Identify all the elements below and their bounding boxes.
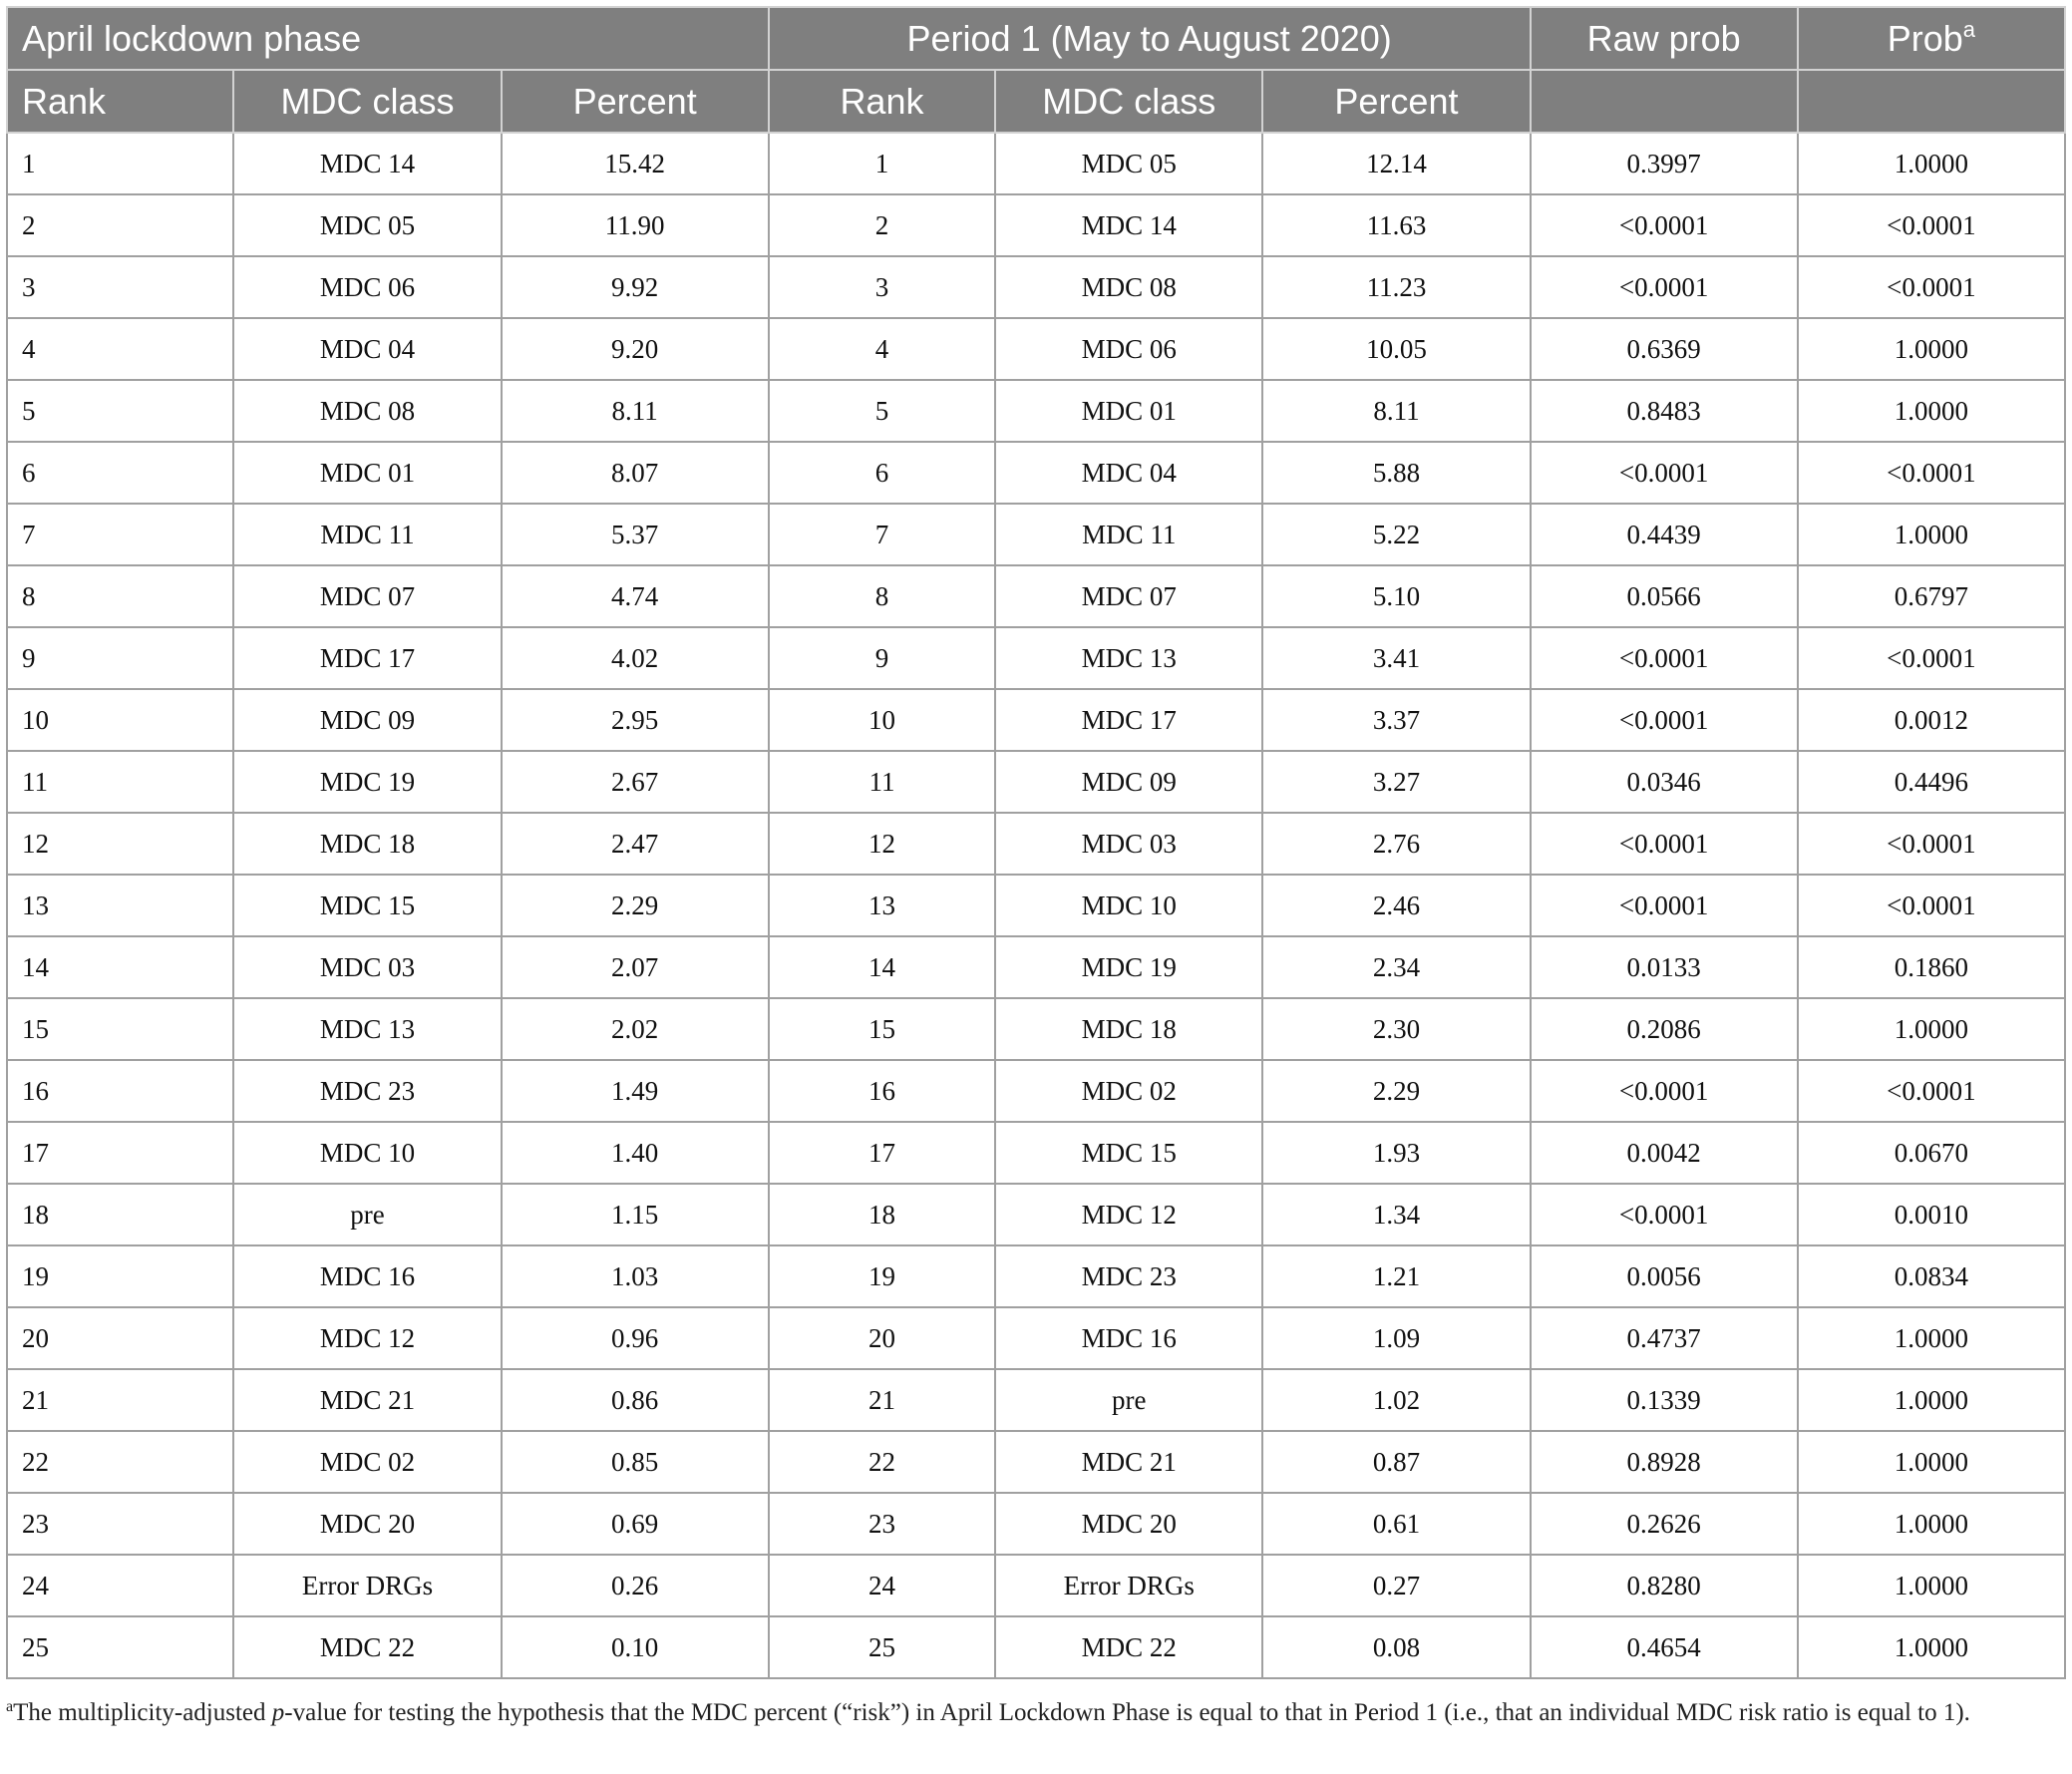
table-row	[7, 1493, 2065, 1555]
table-row	[7, 1307, 2065, 1369]
april-percent-cell: 4.02	[502, 627, 769, 689]
april-mdc-class-cell: MDC 03	[233, 936, 501, 998]
april-rank-cell: 10	[7, 689, 233, 751]
prob-cell: 0.0012	[1798, 689, 2065, 751]
header-raw-prob-empty	[1531, 70, 1798, 133]
table-body	[7, 133, 2065, 1678]
results-table-container	[6, 6, 2066, 1679]
period1-percent-cell: 0.27	[1262, 1555, 1530, 1616]
april-percent-cell: 4.74	[502, 565, 769, 627]
april-mdc-class-cell: MDC 14	[233, 133, 501, 194]
prob-cell: 1.0000	[1798, 1493, 2065, 1555]
april-percent-cell: 2.95	[502, 689, 769, 751]
period1-percent-cell: 8.11	[1262, 380, 1530, 442]
period1-mdc-class-cell: MDC 14	[995, 194, 1262, 256]
header-april-percent: Percent	[502, 70, 769, 133]
period1-rank-cell: 5	[769, 380, 995, 442]
april-rank-cell: 12	[7, 813, 233, 875]
april-rank-cell: 7	[7, 504, 233, 565]
period1-rank-cell: 22	[769, 1431, 995, 1493]
period1-rank-cell: 14	[769, 936, 995, 998]
table-header	[7, 7, 2065, 133]
table-row	[7, 133, 2065, 194]
raw-prob-cell: 0.3997	[1531, 133, 1798, 194]
prob-cell: 0.1860	[1798, 936, 2065, 998]
period1-mdc-class-cell: MDC 22	[995, 1616, 1262, 1678]
april-rank-cell: 17	[7, 1122, 233, 1184]
period1-percent-cell: 0.08	[1262, 1616, 1530, 1678]
prob-cell: <0.0001	[1798, 442, 2065, 504]
april-rank-cell: 15	[7, 998, 233, 1060]
raw-prob-cell: 0.6369	[1531, 318, 1798, 380]
april-percent-cell: 0.85	[502, 1431, 769, 1493]
april-percent-cell: 0.69	[502, 1493, 769, 1555]
april-rank-cell: 21	[7, 1369, 233, 1431]
period1-mdc-class-cell: MDC 15	[995, 1122, 1262, 1184]
april-mdc-class-cell: MDC 20	[233, 1493, 501, 1555]
header-period1-rank: Rank	[769, 70, 995, 133]
period1-mdc-class-cell: MDC 23	[995, 1245, 1262, 1307]
header-column-row	[7, 70, 2065, 133]
april-mdc-class-cell: MDC 02	[233, 1431, 501, 1493]
period1-mdc-class-cell: MDC 16	[995, 1307, 1262, 1369]
april-percent-cell: 0.10	[502, 1616, 769, 1678]
period1-rank-cell: 1	[769, 133, 995, 194]
april-rank-cell: 3	[7, 256, 233, 318]
period1-percent-cell: 2.34	[1262, 936, 1530, 998]
period1-rank-cell: 19	[769, 1245, 995, 1307]
april-rank-cell: 20	[7, 1307, 233, 1369]
april-mdc-class-cell: MDC 09	[233, 689, 501, 751]
april-mdc-class-cell: MDC 18	[233, 813, 501, 875]
period1-rank-cell: 7	[769, 504, 995, 565]
april-percent-cell: 2.29	[502, 875, 769, 936]
period1-percent-cell: 2.29	[1262, 1060, 1530, 1122]
period1-mdc-class-cell: MDC 02	[995, 1060, 1262, 1122]
april-rank-cell: 4	[7, 318, 233, 380]
table-row	[7, 1616, 2065, 1678]
raw-prob-cell: 0.0566	[1531, 565, 1798, 627]
prob-cell: <0.0001	[1798, 1060, 2065, 1122]
table-row	[7, 256, 2065, 318]
period1-percent-cell: 2.46	[1262, 875, 1530, 936]
header-group-row	[7, 7, 2065, 70]
period1-mdc-class-cell: MDC 17	[995, 689, 1262, 751]
period1-mdc-class-cell: MDC 13	[995, 627, 1262, 689]
table-row	[7, 318, 2065, 380]
header-april-lockdown-phase: April lockdown phase	[7, 7, 769, 70]
prob-cell: <0.0001	[1798, 627, 2065, 689]
period1-rank-cell: 9	[769, 627, 995, 689]
april-mdc-class-cell: MDC 11	[233, 504, 501, 565]
april-rank-cell: 2	[7, 194, 233, 256]
period1-mdc-class-cell: MDC 11	[995, 504, 1262, 565]
table-row	[7, 1060, 2065, 1122]
footnote-italic-p: p	[271, 1699, 285, 1726]
table-row	[7, 442, 2065, 504]
april-percent-cell: 2.07	[502, 936, 769, 998]
period1-mdc-class-cell: MDC 20	[995, 1493, 1262, 1555]
april-rank-cell: 6	[7, 442, 233, 504]
april-percent-cell: 8.11	[502, 380, 769, 442]
april-rank-cell: 16	[7, 1060, 233, 1122]
table-row	[7, 751, 2065, 813]
prob-cell: <0.0001	[1798, 256, 2065, 318]
april-mdc-class-cell: MDC 17	[233, 627, 501, 689]
april-rank-cell: 19	[7, 1245, 233, 1307]
period1-rank-cell: 2	[769, 194, 995, 256]
prob-cell: 0.4496	[1798, 751, 2065, 813]
header-raw-prob: Raw prob	[1531, 7, 1798, 70]
april-mdc-class-cell: MDC 05	[233, 194, 501, 256]
table-row	[7, 380, 2065, 442]
raw-prob-cell: <0.0001	[1531, 442, 1798, 504]
mdc-ranking-table	[6, 6, 2066, 1679]
april-rank-cell: 13	[7, 875, 233, 936]
period1-rank-cell: 6	[769, 442, 995, 504]
header-april-mdc-class: MDC class	[233, 70, 501, 133]
table-row	[7, 627, 2065, 689]
april-mdc-class-cell: MDC 19	[233, 751, 501, 813]
april-rank-cell: 9	[7, 627, 233, 689]
table-row	[7, 565, 2065, 627]
april-mdc-class-cell: MDC 07	[233, 565, 501, 627]
period1-mdc-class-cell: MDC 09	[995, 751, 1262, 813]
raw-prob-cell: 0.0346	[1531, 751, 1798, 813]
period1-mdc-class-cell: pre	[995, 1369, 1262, 1431]
period1-rank-cell: 10	[769, 689, 995, 751]
period1-mdc-class-cell: MDC 03	[995, 813, 1262, 875]
raw-prob-cell: 0.4439	[1531, 504, 1798, 565]
april-percent-cell: 8.07	[502, 442, 769, 504]
raw-prob-cell: <0.0001	[1531, 689, 1798, 751]
period1-percent-cell: 1.93	[1262, 1122, 1530, 1184]
header-prob	[1798, 7, 2065, 70]
period1-percent-cell: 1.02	[1262, 1369, 1530, 1431]
period1-mdc-class-cell: MDC 18	[995, 998, 1262, 1060]
april-percent-cell: 0.96	[502, 1307, 769, 1369]
raw-prob-cell: <0.0001	[1531, 1184, 1798, 1245]
raw-prob-cell: 0.0133	[1531, 936, 1798, 998]
period1-rank-cell: 25	[769, 1616, 995, 1678]
prob-cell: 1.0000	[1798, 380, 2065, 442]
period1-rank-cell: 17	[769, 1122, 995, 1184]
april-percent-cell: 1.49	[502, 1060, 769, 1122]
raw-prob-cell: <0.0001	[1531, 194, 1798, 256]
april-rank-cell: 14	[7, 936, 233, 998]
table-row	[7, 936, 2065, 998]
april-percent-cell: 2.47	[502, 813, 769, 875]
prob-cell: 1.0000	[1798, 133, 2065, 194]
raw-prob-cell: <0.0001	[1531, 813, 1798, 875]
april-rank-cell: 11	[7, 751, 233, 813]
raw-prob-cell: 0.4654	[1531, 1616, 1798, 1678]
table-row	[7, 1122, 2065, 1184]
period1-rank-cell: 24	[769, 1555, 995, 1616]
period1-mdc-class-cell: MDC 19	[995, 936, 1262, 998]
raw-prob-cell: 0.1339	[1531, 1369, 1798, 1431]
april-percent-cell: 2.67	[502, 751, 769, 813]
april-mdc-class-cell: MDC 06	[233, 256, 501, 318]
period1-mdc-class-cell: MDC 12	[995, 1184, 1262, 1245]
period1-mdc-class-cell: Error DRGs	[995, 1555, 1262, 1616]
prob-cell: 1.0000	[1798, 1369, 2065, 1431]
period1-percent-cell: 1.21	[1262, 1245, 1530, 1307]
prob-cell: <0.0001	[1798, 813, 2065, 875]
raw-prob-cell: <0.0001	[1531, 256, 1798, 318]
table-row	[7, 689, 2065, 751]
table-row	[7, 1245, 2065, 1307]
prob-cell: 1.0000	[1798, 1431, 2065, 1493]
period1-percent-cell: 2.76	[1262, 813, 1530, 875]
period1-mdc-class-cell: MDC 07	[995, 565, 1262, 627]
table-row	[7, 194, 2065, 256]
table-row	[7, 813, 2065, 875]
april-rank-cell: 22	[7, 1431, 233, 1493]
table-row	[7, 1431, 2065, 1493]
header-prob-label: Prob	[1887, 17, 1963, 59]
header-prob-empty	[1798, 70, 2065, 133]
raw-prob-cell: <0.0001	[1531, 627, 1798, 689]
period1-mdc-class-cell: MDC 21	[995, 1431, 1262, 1493]
raw-prob-cell: 0.8483	[1531, 380, 1798, 442]
prob-cell: 1.0000	[1798, 318, 2065, 380]
raw-prob-cell: 0.8280	[1531, 1555, 1798, 1616]
april-rank-cell: 23	[7, 1493, 233, 1555]
period1-percent-cell: 1.09	[1262, 1307, 1530, 1369]
april-percent-cell: 1.40	[502, 1122, 769, 1184]
period1-percent-cell: 1.34	[1262, 1184, 1530, 1245]
period1-percent-cell: 5.10	[1262, 565, 1530, 627]
period1-percent-cell: 11.63	[1262, 194, 1530, 256]
period1-mdc-class-cell: MDC 05	[995, 133, 1262, 194]
raw-prob-cell: 0.4737	[1531, 1307, 1798, 1369]
april-mdc-class-cell: pre	[233, 1184, 501, 1245]
table-footnote	[6, 1695, 2062, 1730]
prob-cell: 0.0834	[1798, 1245, 2065, 1307]
april-mdc-class-cell: MDC 15	[233, 875, 501, 936]
table-row	[7, 504, 2065, 565]
prob-cell: 1.0000	[1798, 1307, 2065, 1369]
header-prob-footnote-marker: a	[1962, 16, 1976, 42]
april-percent-cell: 0.26	[502, 1555, 769, 1616]
april-percent-cell: 9.92	[502, 256, 769, 318]
april-mdc-class-cell: MDC 13	[233, 998, 501, 1060]
period1-percent-cell: 5.22	[1262, 504, 1530, 565]
april-mdc-class-cell: MDC 16	[233, 1245, 501, 1307]
april-mdc-class-cell: MDC 08	[233, 380, 501, 442]
period1-percent-cell: 2.30	[1262, 998, 1530, 1060]
raw-prob-cell: 0.0056	[1531, 1245, 1798, 1307]
header-period1-percent: Percent	[1262, 70, 1530, 133]
table-row	[7, 875, 2065, 936]
period1-percent-cell: 3.37	[1262, 689, 1530, 751]
april-percent-cell: 2.02	[502, 998, 769, 1060]
period1-percent-cell: 12.14	[1262, 133, 1530, 194]
period1-rank-cell: 8	[769, 565, 995, 627]
period1-rank-cell: 4	[769, 318, 995, 380]
period1-rank-cell: 23	[769, 1493, 995, 1555]
prob-cell: 0.0010	[1798, 1184, 2065, 1245]
april-mdc-class-cell: MDC 23	[233, 1060, 501, 1122]
period1-percent-cell: 3.27	[1262, 751, 1530, 813]
april-percent-cell: 9.20	[502, 318, 769, 380]
period1-rank-cell: 16	[769, 1060, 995, 1122]
period1-percent-cell: 5.88	[1262, 442, 1530, 504]
raw-prob-cell: 0.2086	[1531, 998, 1798, 1060]
prob-cell: 1.0000	[1798, 998, 2065, 1060]
raw-prob-cell: 0.8928	[1531, 1431, 1798, 1493]
april-mdc-class-cell: MDC 21	[233, 1369, 501, 1431]
prob-cell: <0.0001	[1798, 194, 2065, 256]
april-mdc-class-cell: MDC 22	[233, 1616, 501, 1678]
header-april-rank: Rank	[7, 70, 233, 133]
period1-percent-cell: 0.61	[1262, 1493, 1530, 1555]
period1-percent-cell: 0.87	[1262, 1431, 1530, 1493]
april-rank-cell: 5	[7, 380, 233, 442]
table-row	[7, 1555, 2065, 1616]
period1-mdc-class-cell: MDC 08	[995, 256, 1262, 318]
april-mdc-class-cell: MDC 01	[233, 442, 501, 504]
april-percent-cell: 1.15	[502, 1184, 769, 1245]
april-percent-cell: 5.37	[502, 504, 769, 565]
april-percent-cell: 11.90	[502, 194, 769, 256]
header-period-1: Period 1 (May to August 2020)	[769, 7, 1531, 70]
april-rank-cell: 18	[7, 1184, 233, 1245]
prob-cell: 0.6797	[1798, 565, 2065, 627]
raw-prob-cell: <0.0001	[1531, 1060, 1798, 1122]
footnote-marker: a	[6, 1698, 14, 1715]
period1-mdc-class-cell: MDC 04	[995, 442, 1262, 504]
april-mdc-class-cell: MDC 04	[233, 318, 501, 380]
april-mdc-class-cell: Error DRGs	[233, 1555, 501, 1616]
period1-rank-cell: 13	[769, 875, 995, 936]
period1-mdc-class-cell: MDC 01	[995, 380, 1262, 442]
period1-rank-cell: 12	[769, 813, 995, 875]
period1-mdc-class-cell: MDC 06	[995, 318, 1262, 380]
april-rank-cell: 25	[7, 1616, 233, 1678]
table-row	[7, 1184, 2065, 1245]
prob-cell: 0.0670	[1798, 1122, 2065, 1184]
header-period1-mdc-class: MDC class	[995, 70, 1262, 133]
april-mdc-class-cell: MDC 12	[233, 1307, 501, 1369]
raw-prob-cell: 0.0042	[1531, 1122, 1798, 1184]
april-rank-cell: 24	[7, 1555, 233, 1616]
april-percent-cell: 1.03	[502, 1245, 769, 1307]
period1-percent-cell: 3.41	[1262, 627, 1530, 689]
prob-cell: <0.0001	[1798, 875, 2065, 936]
prob-cell: 1.0000	[1798, 1616, 2065, 1678]
raw-prob-cell: 0.2626	[1531, 1493, 1798, 1555]
april-mdc-class-cell: MDC 10	[233, 1122, 501, 1184]
april-percent-cell: 0.86	[502, 1369, 769, 1431]
period1-rank-cell: 21	[769, 1369, 995, 1431]
period1-rank-cell: 20	[769, 1307, 995, 1369]
footnote-text-start: The multiplicity-adjusted	[13, 1699, 272, 1726]
footnote-text-end: -value for testing the hypothesis that the MDC percent (“risk”) in April Lockdown Phase is equal to that in Period 1 (i.e., that an individual MDC risk ratio is equal to 1).	[284, 1699, 1970, 1726]
period1-rank-cell: 18	[769, 1184, 995, 1245]
period1-rank-cell: 15	[769, 998, 995, 1060]
april-percent-cell: 15.42	[502, 133, 769, 194]
period1-rank-cell: 11	[769, 751, 995, 813]
prob-cell: 1.0000	[1798, 1555, 2065, 1616]
april-rank-cell: 1	[7, 133, 233, 194]
period1-percent-cell: 10.05	[1262, 318, 1530, 380]
table-row	[7, 998, 2065, 1060]
table-row	[7, 1369, 2065, 1431]
prob-cell: 1.0000	[1798, 504, 2065, 565]
period1-percent-cell: 11.23	[1262, 256, 1530, 318]
period1-rank-cell: 3	[769, 256, 995, 318]
period1-mdc-class-cell: MDC 10	[995, 875, 1262, 936]
april-rank-cell: 8	[7, 565, 233, 627]
raw-prob-cell: <0.0001	[1531, 875, 1798, 936]
